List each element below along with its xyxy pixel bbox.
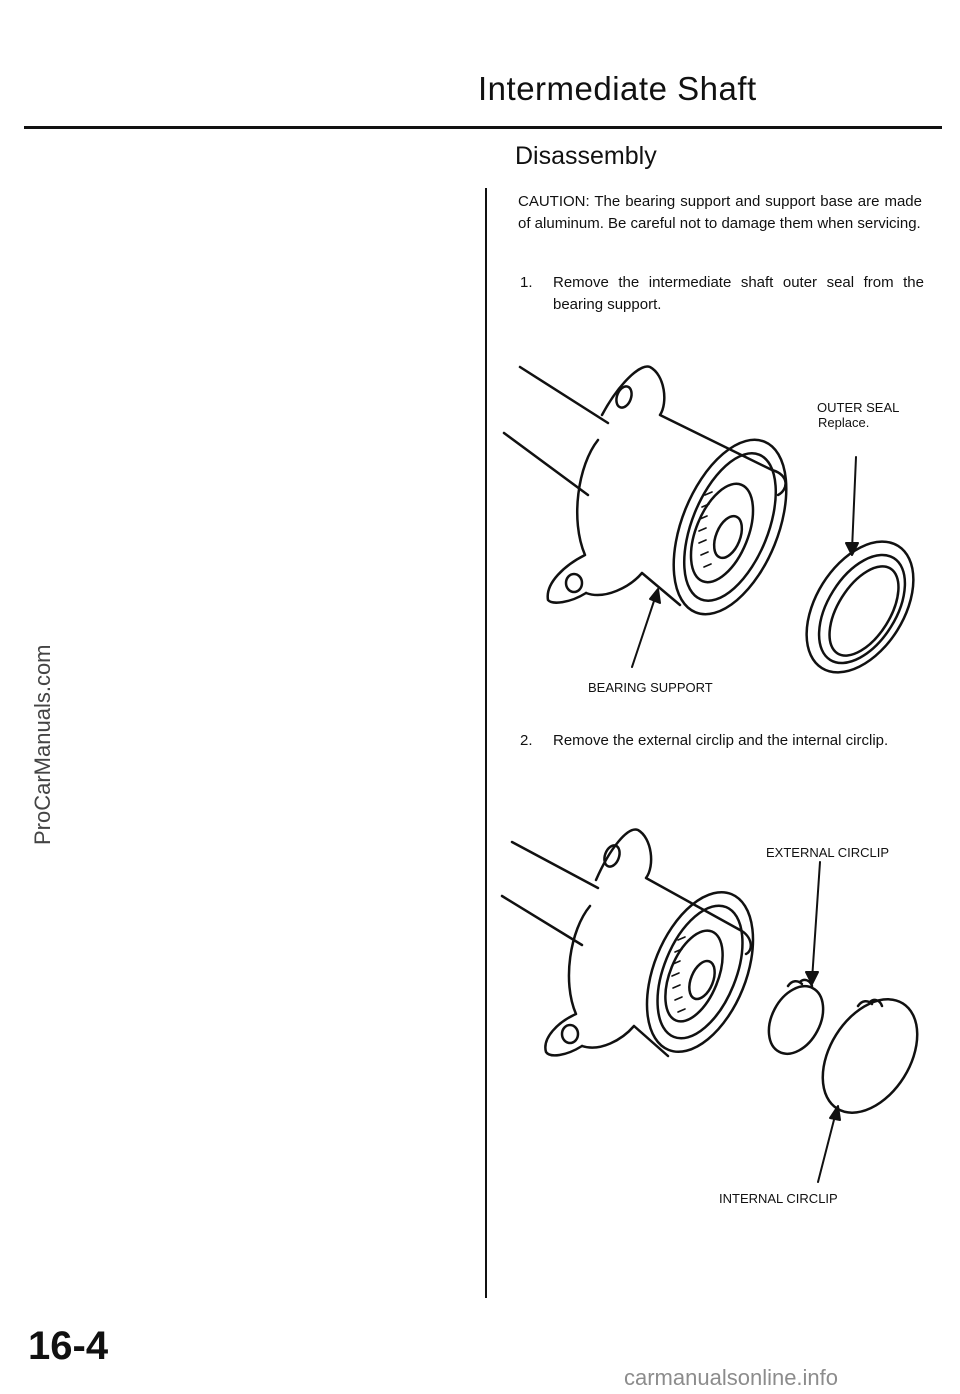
step-text: Remove the external circlip and the internal circlip. bbox=[553, 732, 889, 749]
outer-seal-label: OUTER SEAL bbox=[817, 400, 900, 415]
outer-seal-note: Replace. bbox=[818, 415, 870, 430]
bearing-support-circlips-figure bbox=[490, 800, 950, 1220]
step-2 bbox=[520, 730, 924, 756]
step-text: Remove the intermediate shaft outer seal from the bearing support. bbox=[553, 274, 924, 313]
column-divider bbox=[485, 188, 487, 1298]
external-circlip-part bbox=[758, 977, 834, 1063]
step-1 bbox=[520, 272, 924, 322]
page-number: 16-4 bbox=[28, 1324, 109, 1368]
bearing-support-outer-seal-figure bbox=[490, 345, 950, 705]
step-number: 2. bbox=[520, 732, 533, 749]
caution-text: CAUTION: The bearing support and support base are made of aluminum. Be careful not to damage them when servicing. bbox=[518, 193, 922, 232]
section-title: Disassembly bbox=[515, 142, 657, 170]
step-number: 1. bbox=[520, 274, 533, 291]
splined-gear bbox=[678, 475, 765, 591]
external-circlip-label: EXTERNAL CIRCLIP bbox=[766, 845, 890, 860]
bearing-support-body bbox=[545, 830, 774, 1068]
title-rule bbox=[24, 126, 942, 129]
intermediate-shaft-tube bbox=[504, 367, 608, 495]
intermediate-shaft-tube bbox=[502, 842, 598, 945]
footer-watermark: carmanualsonline.info bbox=[624, 1365, 839, 1390]
outer-seal-part bbox=[785, 523, 936, 692]
leader-lines bbox=[632, 457, 858, 667]
bearing-support-label: BEARING SUPPORT bbox=[588, 680, 713, 695]
side-watermark: ProCarManuals.com bbox=[30, 644, 55, 845]
page-title: Intermediate Shaft bbox=[478, 70, 757, 107]
leader-lines bbox=[806, 862, 840, 1182]
internal-circlip-label: INTERNAL CIRCLIP bbox=[719, 1191, 838, 1206]
bearing-support-body bbox=[548, 367, 809, 631]
